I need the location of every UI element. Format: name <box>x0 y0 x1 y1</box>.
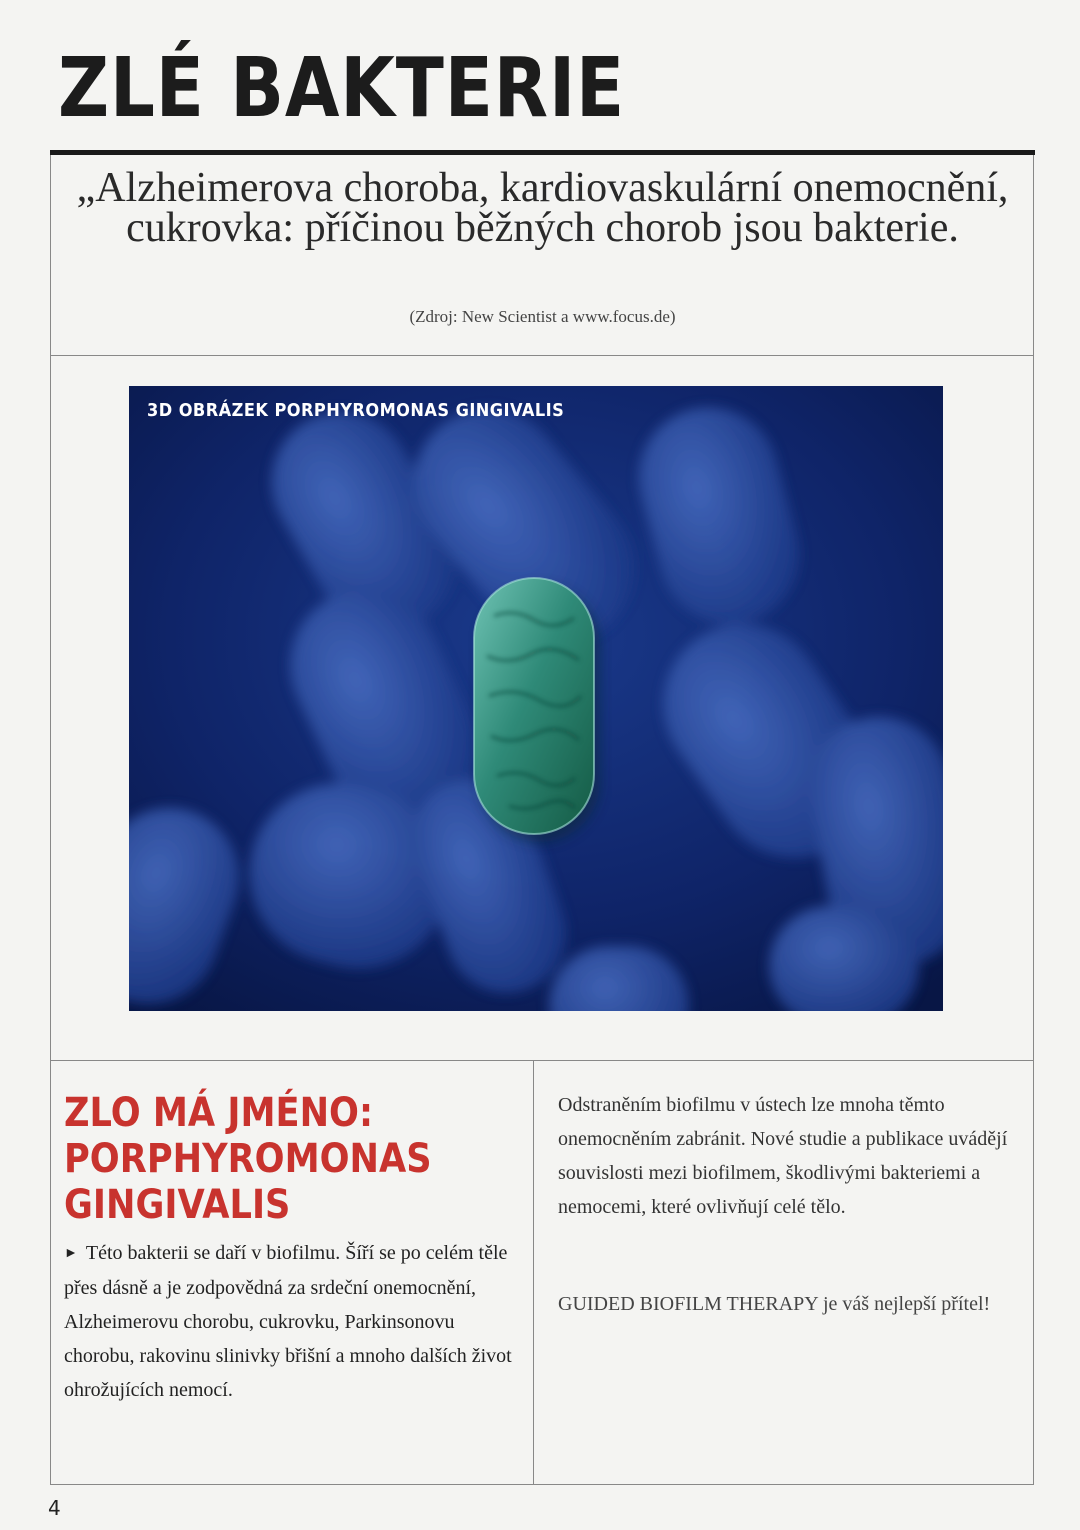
column-divider <box>533 1060 534 1484</box>
article-body-left <box>64 1236 524 1407</box>
image-caption: 3D OBRÁZEK PORPHYROMONAS GINGIVALIS <box>147 400 565 421</box>
page-title: ZLÉ BAKTERIE <box>58 41 626 136</box>
frame-bottom-line <box>50 1484 1034 1485</box>
article-body-right: Odstraněním biofilmu v ústech lze mnoha těmto onemocněním zabránit. Nové studie a publikace uvádějí souvislosti mezi biofilmem, škodlivými bakteriemi a nemocemi, které ovlivňují celé tělo. <box>558 1094 1008 1218</box>
quote-divider <box>50 355 1034 356</box>
title-rule <box>50 150 1035 155</box>
pull-quote: „Alzheimerova choroba, kardiovaskulární onemocnění, cukrovka: příčinou běžných chorob jsou bakterie. <box>76 165 1009 251</box>
bacteria-illustration <box>129 386 943 1011</box>
main-bacterium <box>474 578 600 842</box>
bullet-arrow-icon: ► <box>64 1246 78 1261</box>
article-body-left-text: Této bakterii se daří v biofilmu. Šíří se po celém těle přes dásně a je zodpovědná za srdeční onemocnění, Alzheimerovu chorobu, cukrovku, Parkinsonovu chorobu, rakovinu slinivky břišní a mnoho dalších život ohrožujících nemocí. <box>64 1242 512 1401</box>
bacteria-image <box>129 386 943 1011</box>
image-divider <box>50 1060 1034 1061</box>
article-heading: ZLO MÁ JMÉNO: PORPHYROMONAS GINGIVALIS <box>64 1090 432 1228</box>
article-body-right-cta: GUIDED BIOFILM THERAPY je váš nejlepší přítel! <box>558 1293 991 1315</box>
page-number: 4 <box>48 1496 61 1520</box>
quote-source: (Zdroj: New Scientist a www.focus.de) <box>409 307 676 326</box>
